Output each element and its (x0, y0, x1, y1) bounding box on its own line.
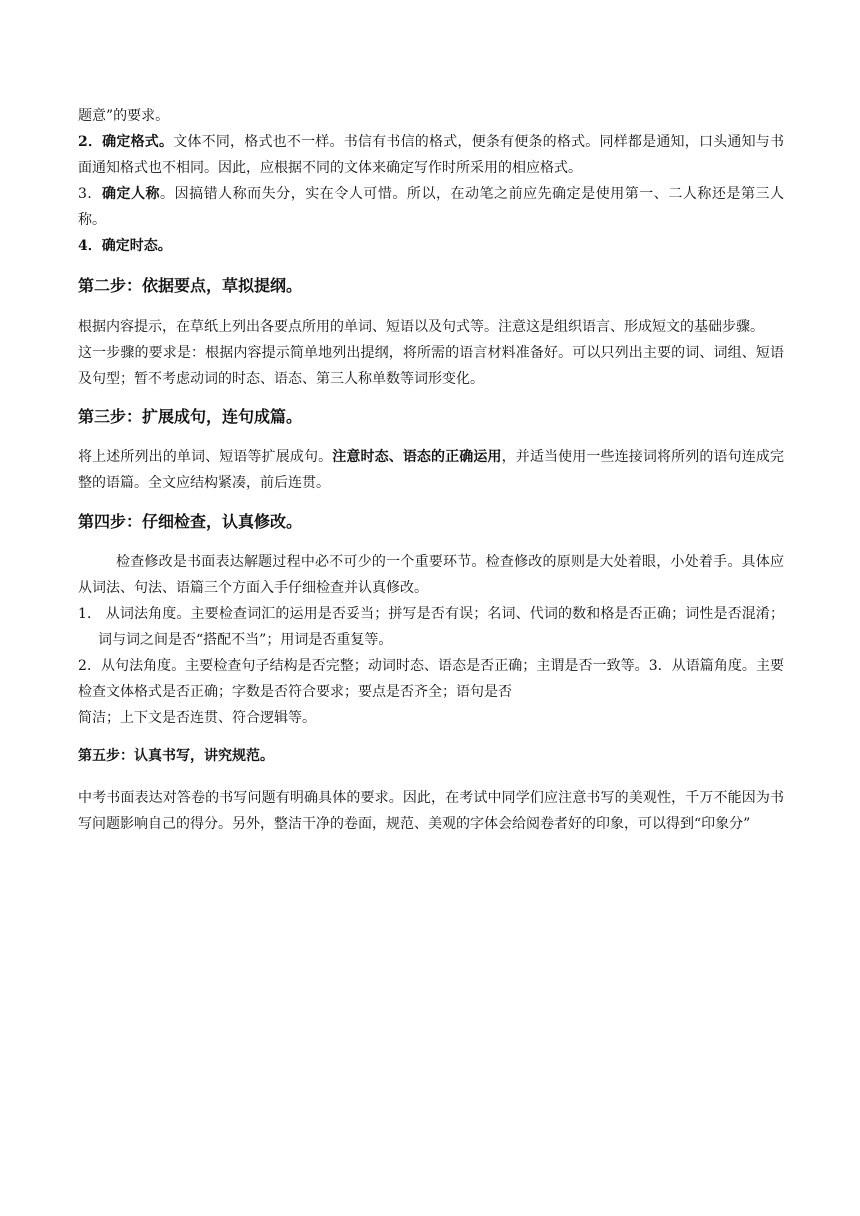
step3-text-emphasis: 注意时态、语态的正确运用 (332, 449, 502, 465)
point-format-label: 确定格式。 (102, 134, 174, 150)
step3-heading: 第三步：扩展成句，连句成篇。 (78, 407, 303, 426)
step4-item-1: 1． 从词法角度。主要检查词汇的运用是否妥当；拼写是否有误；名词、代词的数和格是否正确；词性是否混淆；词与词之间是否“搭配不当”；用词是否重复等。 (78, 606, 784, 648)
point-format-text: 文体不同，格式也不一样。书信有书信的格式，便条有便条的格式。同样都是通知，口头通知与书面通知格式也不相同。因此，应根据不同的文体来确定写作时所采用的相应格式。 (78, 134, 785, 176)
point-tense (78, 233, 784, 259)
point-person (78, 181, 784, 233)
step5-heading: 第五步：认真书写，讲究规范。 (78, 748, 274, 764)
document-body (78, 103, 784, 837)
point-person-label: 确定人称 (101, 186, 161, 202)
step2-heading: 第二步：依据要点，草拟提纲。 (78, 276, 303, 295)
step4-heading: 第四步：仔细检查，认真修改。 (78, 512, 303, 531)
step3-paragraph (78, 444, 784, 496)
point-tense-label: 确定时态。 (101, 238, 172, 254)
step3-text-post: ，并适当使用一些连接词将所列的语句连成完整的语篇。全文应结构紧凑，前后连贯。 (78, 449, 784, 491)
point-format (78, 129, 784, 181)
step2-paragraph-2: 这一步骤的要求是：根据内容提示简单地列出提纲，将所需的语言材料准备好。可以只列出主要的词、词组、短语及句型；暂不考虑动词的时态、语态、第三人称单数等词形变化。 (78, 345, 784, 387)
step3-text-pre: 将上述所列出的单词、短语等扩展成句。 (78, 449, 333, 465)
intro-continuation: 题意”的要求。 (78, 108, 170, 124)
step2-paragraph-1: 根据内容提示，在草纸上列出各要点所用的单词、短语以及句式等。注意这是组织语言、形成短文的基础步骤。 (78, 319, 764, 335)
step4-paragraph: 检查修改是书面表达解题过程中必不可少的一个重要环节。检查修改的原则是大处着眼，小处着手。具体应从词法、句法、语篇三个方面入手仔细检查并认真修改。 (78, 554, 784, 596)
point-person-text: 。因搞错人称而失分，实在令人可惜。所以，在动笔之前应先确定是使用第一、二人称还是第三人称。 (78, 186, 784, 228)
step5-paragraph: 中考书面表达对答卷的书写问题有明确具体的要求。因此，在考试中同学们应注意书写的美观性，千万不能因为书写问题影响自己的得分。另外，整洁干净的卷面，规范、美观的字体会给阅卷者好的印象，可以得到“印象分” (78, 790, 784, 832)
point-tense-num: 4． (78, 238, 102, 254)
point-person-num: 3． (78, 186, 102, 202)
step4-item-2-continuation: 简洁；上下文是否连贯、符合逻辑等。 (78, 710, 316, 726)
step4-item-2: 2．从句法角度。主要检查句子结构是否完整；动词时态、语态是否正确；主谓是否一致等。3．从语篇角度。主要检查文体格式是否正确；字数是否符合要求；要点是否齐全；语句是否 (78, 658, 784, 700)
point-format-num: 2． (78, 134, 103, 150)
